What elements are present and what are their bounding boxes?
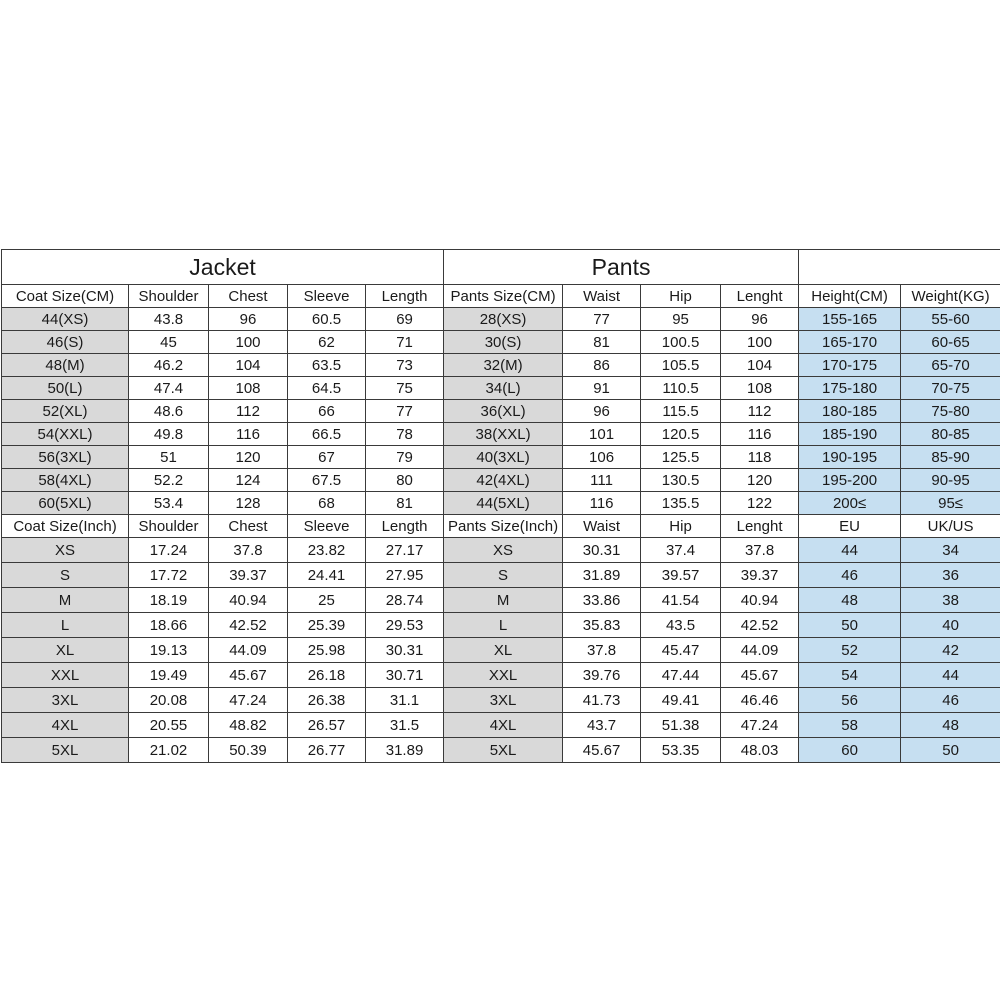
cm-cell-hip: 110.5: [641, 377, 721, 400]
cm-cell-fit-b: 70-75: [901, 377, 1000, 400]
cm-cell-hip: 115.5: [641, 400, 721, 423]
cm-header-pants-length: Lenght: [721, 285, 799, 308]
cm-cell-fit-a: 155-165: [799, 308, 901, 331]
cm-cell-pants-length: 96: [721, 308, 799, 331]
inch-cell-length: 27.17: [366, 538, 444, 563]
inch-cell-fit-a: 52: [799, 638, 901, 663]
cm-cell-coat-size: 60(5XL): [2, 492, 129, 515]
cm-cell-waist: 116: [563, 492, 641, 515]
cm-cell-waist: 86: [563, 354, 641, 377]
cm-cell-shoulder: 52.2: [129, 469, 209, 492]
inch-cell-hip: 45.47: [641, 638, 721, 663]
size-chart-table: [1, 249, 1000, 763]
inch-cell-pants-size: S: [444, 563, 563, 588]
cm-header-shoulder: Shoulder: [129, 285, 209, 308]
inch-cell-pants-size: 5XL: [444, 738, 563, 763]
cm-cell-fit-a: 165-170: [799, 331, 901, 354]
cm-cell-shoulder: 49.8: [129, 423, 209, 446]
inch-header-coat-size: Coat Size(Inch): [2, 515, 129, 538]
cm-cell-fit-b: 60-65: [901, 331, 1000, 354]
inch-cell-hip: 53.35: [641, 738, 721, 763]
cm-cell-shoulder: 51: [129, 446, 209, 469]
inch-cell-hip: 41.54: [641, 588, 721, 613]
inch-cell-hip: 39.57: [641, 563, 721, 588]
inch-cell-pants-size: XL: [444, 638, 563, 663]
inch-cell-shoulder: 17.24: [129, 538, 209, 563]
inch-cell-chest: 44.09: [209, 638, 288, 663]
inch-cell-sleeve: 25.39: [288, 613, 366, 638]
table-row: [2, 423, 1000, 446]
pants-title: Pants: [444, 250, 799, 285]
cm-cell-length: 71: [366, 331, 444, 354]
cm-cell-fit-b: 90-95: [901, 469, 1000, 492]
inch-cell-pants-size: M: [444, 588, 563, 613]
inch-cell-pants-size: XS: [444, 538, 563, 563]
inch-header-row: [2, 515, 1000, 538]
cm-cell-pants-size: 40(3XL): [444, 446, 563, 469]
inch-cell-pants-length: 44.09: [721, 638, 799, 663]
inch-cell-hip: 47.44: [641, 663, 721, 688]
inch-cell-pants-length: 45.67: [721, 663, 799, 688]
inch-cell-length: 31.5: [366, 713, 444, 738]
inch-cell-pants-length: 37.8: [721, 538, 799, 563]
inch-cell-coat-size: XXL: [2, 663, 129, 688]
inch-cell-length: 31.1: [366, 688, 444, 713]
inch-cell-shoulder: 19.13: [129, 638, 209, 663]
cm-cell-fit-b: 65-70: [901, 354, 1000, 377]
cm-cell-fit-b: 55-60: [901, 308, 1000, 331]
inch-cell-sleeve: 23.82: [288, 538, 366, 563]
cm-cell-waist: 77: [563, 308, 641, 331]
inch-cell-chest: 50.39: [209, 738, 288, 763]
inch-header-shoulder: Shoulder: [129, 515, 209, 538]
cm-cell-shoulder: 48.6: [129, 400, 209, 423]
inch-cell-fit-b: 46: [901, 688, 1000, 713]
cm-cell-sleeve: 67.5: [288, 469, 366, 492]
inch-header-waist: Waist: [563, 515, 641, 538]
cm-cell-fit-a: 200≤: [799, 492, 901, 515]
cm-cell-pants-length: 112: [721, 400, 799, 423]
inch-header-chest: Chest: [209, 515, 288, 538]
cm-cell-hip: 120.5: [641, 423, 721, 446]
inch-header-sleeve: Sleeve: [288, 515, 366, 538]
inch-cell-length: 30.31: [366, 638, 444, 663]
inch-cell-waist: 35.83: [563, 613, 641, 638]
cm-header-fit-b: Weight(KG): [901, 285, 1000, 308]
inch-cell-shoulder: 19.49: [129, 663, 209, 688]
inch-cell-pants-size: L: [444, 613, 563, 638]
inch-cell-sleeve: 26.57: [288, 713, 366, 738]
inch-cell-chest: 47.24: [209, 688, 288, 713]
inch-cell-sleeve: 26.38: [288, 688, 366, 713]
cm-cell-waist: 106: [563, 446, 641, 469]
title-row: [2, 250, 1000, 285]
inch-cell-fit-a: 44: [799, 538, 901, 563]
table-row: [2, 688, 1000, 713]
inch-cell-pants-length: 42.52: [721, 613, 799, 638]
cm-cell-pants-length: 104: [721, 354, 799, 377]
cm-cell-chest: 108: [209, 377, 288, 400]
cm-cell-sleeve: 62: [288, 331, 366, 354]
inch-cell-hip: 43.5: [641, 613, 721, 638]
inch-cell-chest: 45.67: [209, 663, 288, 688]
inch-cell-pants-length: 47.24: [721, 713, 799, 738]
inch-cell-sleeve: 24.41: [288, 563, 366, 588]
cm-cell-hip: 125.5: [641, 446, 721, 469]
cm-cell-fit-b: 95≤: [901, 492, 1000, 515]
inch-cell-waist: 43.7: [563, 713, 641, 738]
cm-cell-length: 69: [366, 308, 444, 331]
cm-cell-chest: 120: [209, 446, 288, 469]
cm-cell-hip: 95: [641, 308, 721, 331]
cm-cell-coat-size: 52(XL): [2, 400, 129, 423]
inch-cell-sleeve: 26.18: [288, 663, 366, 688]
inch-cell-coat-size: XL: [2, 638, 129, 663]
inch-cell-pants-length: 46.46: [721, 688, 799, 713]
inch-cell-waist: 31.89: [563, 563, 641, 588]
table-row: [2, 663, 1000, 688]
inch-header-fit-b: UK/US: [901, 515, 1000, 538]
cm-cell-length: 81: [366, 492, 444, 515]
inch-cell-hip: 49.41: [641, 688, 721, 713]
cm-cell-fit-a: 195-200: [799, 469, 901, 492]
cm-cell-chest: 104: [209, 354, 288, 377]
inch-cell-fit-b: 50: [901, 738, 1000, 763]
cm-cell-coat-size: 44(XS): [2, 308, 129, 331]
inch-cell-fit-a: 60: [799, 738, 901, 763]
cm-cell-shoulder: 53.4: [129, 492, 209, 515]
inch-cell-chest: 48.82: [209, 713, 288, 738]
inch-header-pants-length: Lenght: [721, 515, 799, 538]
inch-cell-fit-a: 50: [799, 613, 901, 638]
cm-cell-pants-size: 34(L): [444, 377, 563, 400]
cm-header-length: Length: [366, 285, 444, 308]
inch-cell-fit-b: 36: [901, 563, 1000, 588]
inch-cell-sleeve: 25: [288, 588, 366, 613]
inch-cell-hip: 51.38: [641, 713, 721, 738]
cm-header-coat-size: Coat Size(CM): [2, 285, 129, 308]
cm-cell-coat-size: 56(3XL): [2, 446, 129, 469]
cm-cell-hip: 105.5: [641, 354, 721, 377]
cm-cell-pants-size: 32(M): [444, 354, 563, 377]
cm-cell-hip: 135.5: [641, 492, 721, 515]
inch-cell-shoulder: 17.72: [129, 563, 209, 588]
inch-cell-fit-a: 46: [799, 563, 901, 588]
inch-cell-shoulder: 20.55: [129, 713, 209, 738]
table-row: [2, 638, 1000, 663]
inch-cell-shoulder: 18.19: [129, 588, 209, 613]
table-row: [2, 588, 1000, 613]
cm-cell-chest: 96: [209, 308, 288, 331]
inch-cell-coat-size: S: [2, 563, 129, 588]
table-row: [2, 538, 1000, 563]
cm-cell-pants-length: 108: [721, 377, 799, 400]
inch-cell-coat-size: M: [2, 588, 129, 613]
cm-cell-pants-size: 44(5XL): [444, 492, 563, 515]
cm-cell-pants-size: 42(4XL): [444, 469, 563, 492]
inch-cell-fit-b: 48: [901, 713, 1000, 738]
inch-cell-length: 31.89: [366, 738, 444, 763]
cm-cell-coat-size: 58(4XL): [2, 469, 129, 492]
inch-cell-coat-size: 4XL: [2, 713, 129, 738]
inch-header-length: Length: [366, 515, 444, 538]
inch-cell-fit-b: 44: [901, 663, 1000, 688]
jacket-title: Jacket: [2, 250, 444, 285]
cm-cell-sleeve: 68: [288, 492, 366, 515]
cm-cell-fit-b: 80-85: [901, 423, 1000, 446]
table-row: [2, 400, 1000, 423]
cm-cell-pants-size: 30(S): [444, 331, 563, 354]
inch-cell-waist: 45.67: [563, 738, 641, 763]
cm-cell-length: 77: [366, 400, 444, 423]
cm-cell-chest: 112: [209, 400, 288, 423]
cm-cell-length: 79: [366, 446, 444, 469]
cm-cell-length: 78: [366, 423, 444, 446]
cm-cell-fit-a: 185-190: [799, 423, 901, 446]
cm-cell-sleeve: 67: [288, 446, 366, 469]
table-row: [2, 713, 1000, 738]
table-row: [2, 613, 1000, 638]
inch-cell-fit-a: 56: [799, 688, 901, 713]
inch-cell-chest: 40.94: [209, 588, 288, 613]
inch-cell-shoulder: 20.08: [129, 688, 209, 713]
table-row: [2, 377, 1000, 400]
inch-cell-fit-a: 58: [799, 713, 901, 738]
cm-header-pants-size: Pants Size(CM): [444, 285, 563, 308]
inch-header-fit-a: EU: [799, 515, 901, 538]
inch-cell-chest: 42.52: [209, 613, 288, 638]
cm-cell-shoulder: 43.8: [129, 308, 209, 331]
table-row: [2, 446, 1000, 469]
cm-header-fit-a: Height(CM): [799, 285, 901, 308]
cm-cell-sleeve: 66: [288, 400, 366, 423]
cm-cell-fit-a: 180-185: [799, 400, 901, 423]
cm-cell-shoulder: 46.2: [129, 354, 209, 377]
inch-cell-fit-a: 54: [799, 663, 901, 688]
cm-cell-pants-length: 118: [721, 446, 799, 469]
table-row: [2, 308, 1000, 331]
cm-cell-pants-length: 116: [721, 423, 799, 446]
inch-cell-fit-a: 48: [799, 588, 901, 613]
inch-cell-length: 30.71: [366, 663, 444, 688]
table-row: [2, 738, 1000, 763]
inch-cell-hip: 37.4: [641, 538, 721, 563]
cm-cell-coat-size: 48(M): [2, 354, 129, 377]
inch-cell-waist: 41.73: [563, 688, 641, 713]
cm-cell-waist: 101: [563, 423, 641, 446]
cm-cell-coat-size: 54(XXL): [2, 423, 129, 446]
table-row: [2, 469, 1000, 492]
cm-cell-shoulder: 45: [129, 331, 209, 354]
inch-cell-chest: 39.37: [209, 563, 288, 588]
cm-cell-sleeve: 66.5: [288, 423, 366, 446]
table-row: [2, 492, 1000, 515]
cm-cell-length: 75: [366, 377, 444, 400]
cm-cell-length: 73: [366, 354, 444, 377]
inch-cell-chest: 37.8: [209, 538, 288, 563]
inch-cell-sleeve: 25.98: [288, 638, 366, 663]
cm-cell-sleeve: 64.5: [288, 377, 366, 400]
cm-cell-waist: 81: [563, 331, 641, 354]
cm-cell-sleeve: 63.5: [288, 354, 366, 377]
cm-cell-chest: 100: [209, 331, 288, 354]
cm-cell-fit-b: 85-90: [901, 446, 1000, 469]
cm-cell-fit-a: 175-180: [799, 377, 901, 400]
cm-cell-coat-size: 50(L): [2, 377, 129, 400]
inch-cell-pants-size: 4XL: [444, 713, 563, 738]
inch-cell-length: 28.74: [366, 588, 444, 613]
inch-cell-fit-b: 38: [901, 588, 1000, 613]
cm-cell-chest: 124: [209, 469, 288, 492]
cm-header-sleeve: Sleeve: [288, 285, 366, 308]
inch-cell-pants-length: 48.03: [721, 738, 799, 763]
cm-cell-pants-size: 28(XS): [444, 308, 563, 331]
inch-cell-length: 29.53: [366, 613, 444, 638]
table-row: [2, 354, 1000, 377]
inch-cell-pants-length: 40.94: [721, 588, 799, 613]
inch-cell-coat-size: L: [2, 613, 129, 638]
cm-cell-length: 80: [366, 469, 444, 492]
cm-header-waist: Waist: [563, 285, 641, 308]
fit-title: [799, 250, 1000, 285]
cm-cell-pants-size: 38(XXL): [444, 423, 563, 446]
cm-header-hip: Hip: [641, 285, 721, 308]
cm-cell-sleeve: 60.5: [288, 308, 366, 331]
inch-header-pants-size: Pants Size(Inch): [444, 515, 563, 538]
inch-cell-pants-size: XXL: [444, 663, 563, 688]
inch-cell-pants-size: 3XL: [444, 688, 563, 713]
inch-cell-shoulder: 18.66: [129, 613, 209, 638]
cm-cell-waist: 96: [563, 400, 641, 423]
cm-cell-fit-a: 170-175: [799, 354, 901, 377]
cm-cell-waist: 111: [563, 469, 641, 492]
cm-cell-pants-length: 120: [721, 469, 799, 492]
cm-cell-hip: 130.5: [641, 469, 721, 492]
table-row: [2, 331, 1000, 354]
inch-cell-length: 27.95: [366, 563, 444, 588]
cm-cell-fit-b: 75-80: [901, 400, 1000, 423]
cm-cell-chest: 116: [209, 423, 288, 446]
cm-cell-pants-size: 36(XL): [444, 400, 563, 423]
inch-cell-coat-size: 5XL: [2, 738, 129, 763]
cm-cell-pants-length: 100: [721, 331, 799, 354]
inch-cell-waist: 30.31: [563, 538, 641, 563]
inch-cell-pants-length: 39.37: [721, 563, 799, 588]
table-row: [2, 563, 1000, 588]
cm-cell-chest: 128: [209, 492, 288, 515]
inch-cell-waist: 33.86: [563, 588, 641, 613]
inch-cell-fit-b: 34: [901, 538, 1000, 563]
inch-cell-waist: 39.76: [563, 663, 641, 688]
inch-cell-coat-size: XS: [2, 538, 129, 563]
inch-cell-waist: 37.8: [563, 638, 641, 663]
cm-cell-hip: 100.5: [641, 331, 721, 354]
cm-cell-fit-a: 190-195: [799, 446, 901, 469]
inch-cell-fit-b: 42: [901, 638, 1000, 663]
cm-cell-waist: 91: [563, 377, 641, 400]
cm-cell-pants-length: 122: [721, 492, 799, 515]
inch-cell-sleeve: 26.77: [288, 738, 366, 763]
inch-cell-coat-size: 3XL: [2, 688, 129, 713]
inch-cell-fit-b: 40: [901, 613, 1000, 638]
cm-header-row: [2, 285, 1000, 308]
cm-cell-coat-size: 46(S): [2, 331, 129, 354]
inch-header-hip: Hip: [641, 515, 721, 538]
cm-header-chest: Chest: [209, 285, 288, 308]
cm-cell-shoulder: 47.4: [129, 377, 209, 400]
inch-cell-shoulder: 21.02: [129, 738, 209, 763]
